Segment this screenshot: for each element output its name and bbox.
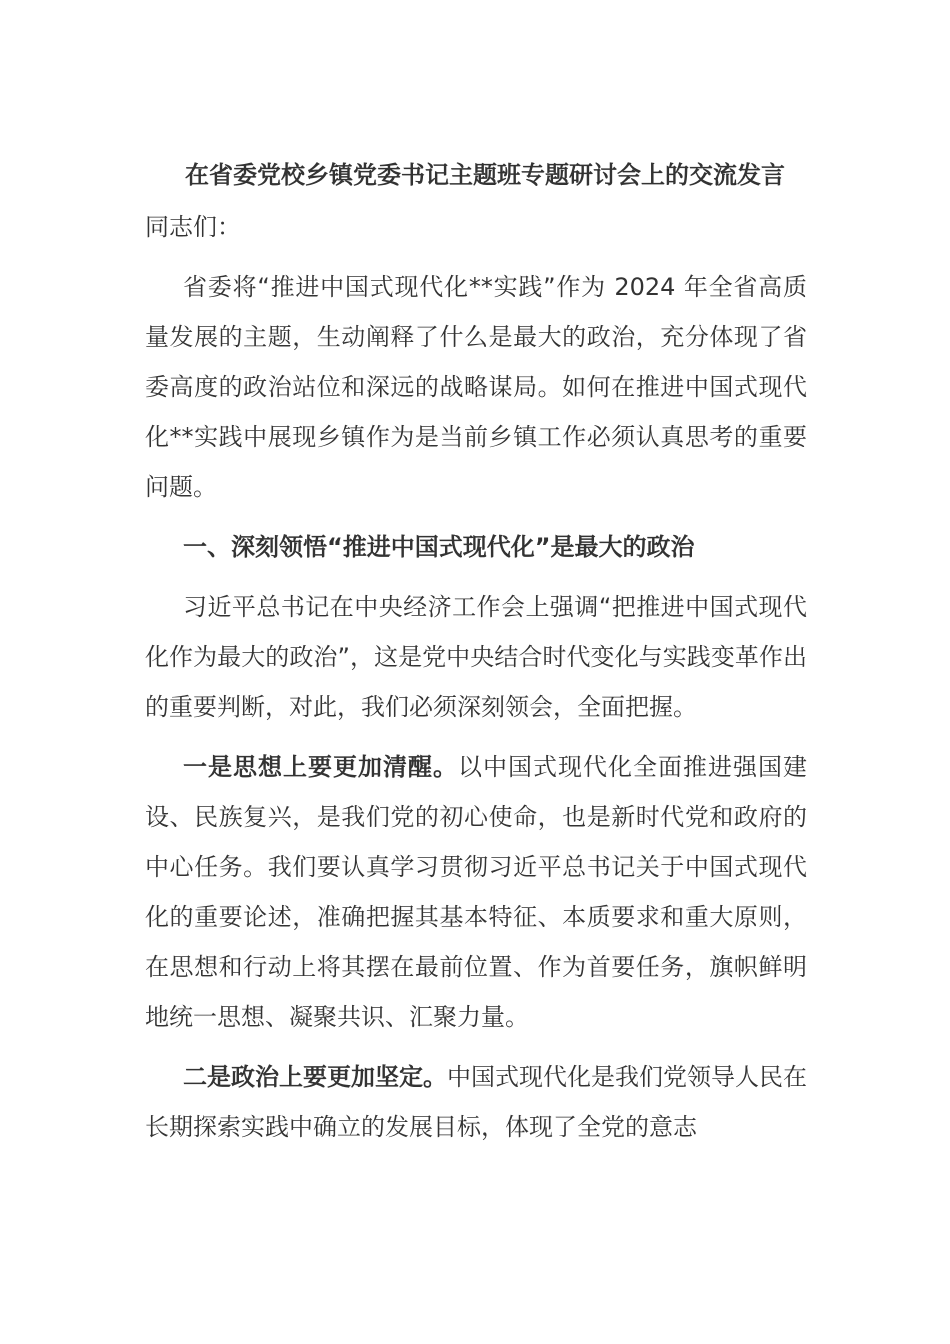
point-text-2: 中国式现代化是我们党领导人民在长期探索实践中确立的发展目标，体现了全党的意志 bbox=[145, 1063, 807, 1141]
section-heading: 一、深刻领悟“推进中国式现代化”是最大的政治 bbox=[183, 533, 695, 561]
point-paragraph-1 bbox=[145, 742, 807, 1042]
salutation: 同志们： bbox=[145, 213, 241, 241]
point-paragraph-2 bbox=[145, 1052, 807, 1152]
point-text-1: 以中国式现代化全面推进强国建设、民族复兴，是我们党的初心使命，也是新时代党和政府的中心任务。我们要认真学习贯彻习近平总书记关于中国式现代化的重要论述，准确把握其基本特征、本质要求和重大原则，在思想和行动上将其摆在最前位置、作为首要任务，旗帜鲜明地统一思想、凝聚共识、汇聚力量。 bbox=[145, 753, 807, 1031]
point-lead-1: 一是思想上要更加清醒。 bbox=[183, 753, 458, 781]
intro-paragraph: 省委将“推进中国式现代化**实践”作为 2024 年全省高质量发展的主题，生动阐释了什么是最大的政治，充分体现了省委高度的政治站位和深远的战略谋局。如何在推进中国式现代化**实践中展现乡镇作为是当前乡镇工作必须认真思考的重要问题。 bbox=[145, 273, 807, 501]
document-page bbox=[145, 150, 807, 1152]
point-lead-2: 二是政治上要更加坚定。 bbox=[183, 1063, 447, 1091]
document-title: 在省委党校乡镇党委书记主题班专题研讨会上的交流发言 bbox=[185, 161, 785, 189]
section-paragraph: 习近平总书记在中央经济工作会上强调“把推进中国式现代化作为最大的政治”，这是党中央结合时代变化与实践变革作出的重要判断，对此，我们必须深刻领会，全面把握。 bbox=[145, 593, 807, 721]
